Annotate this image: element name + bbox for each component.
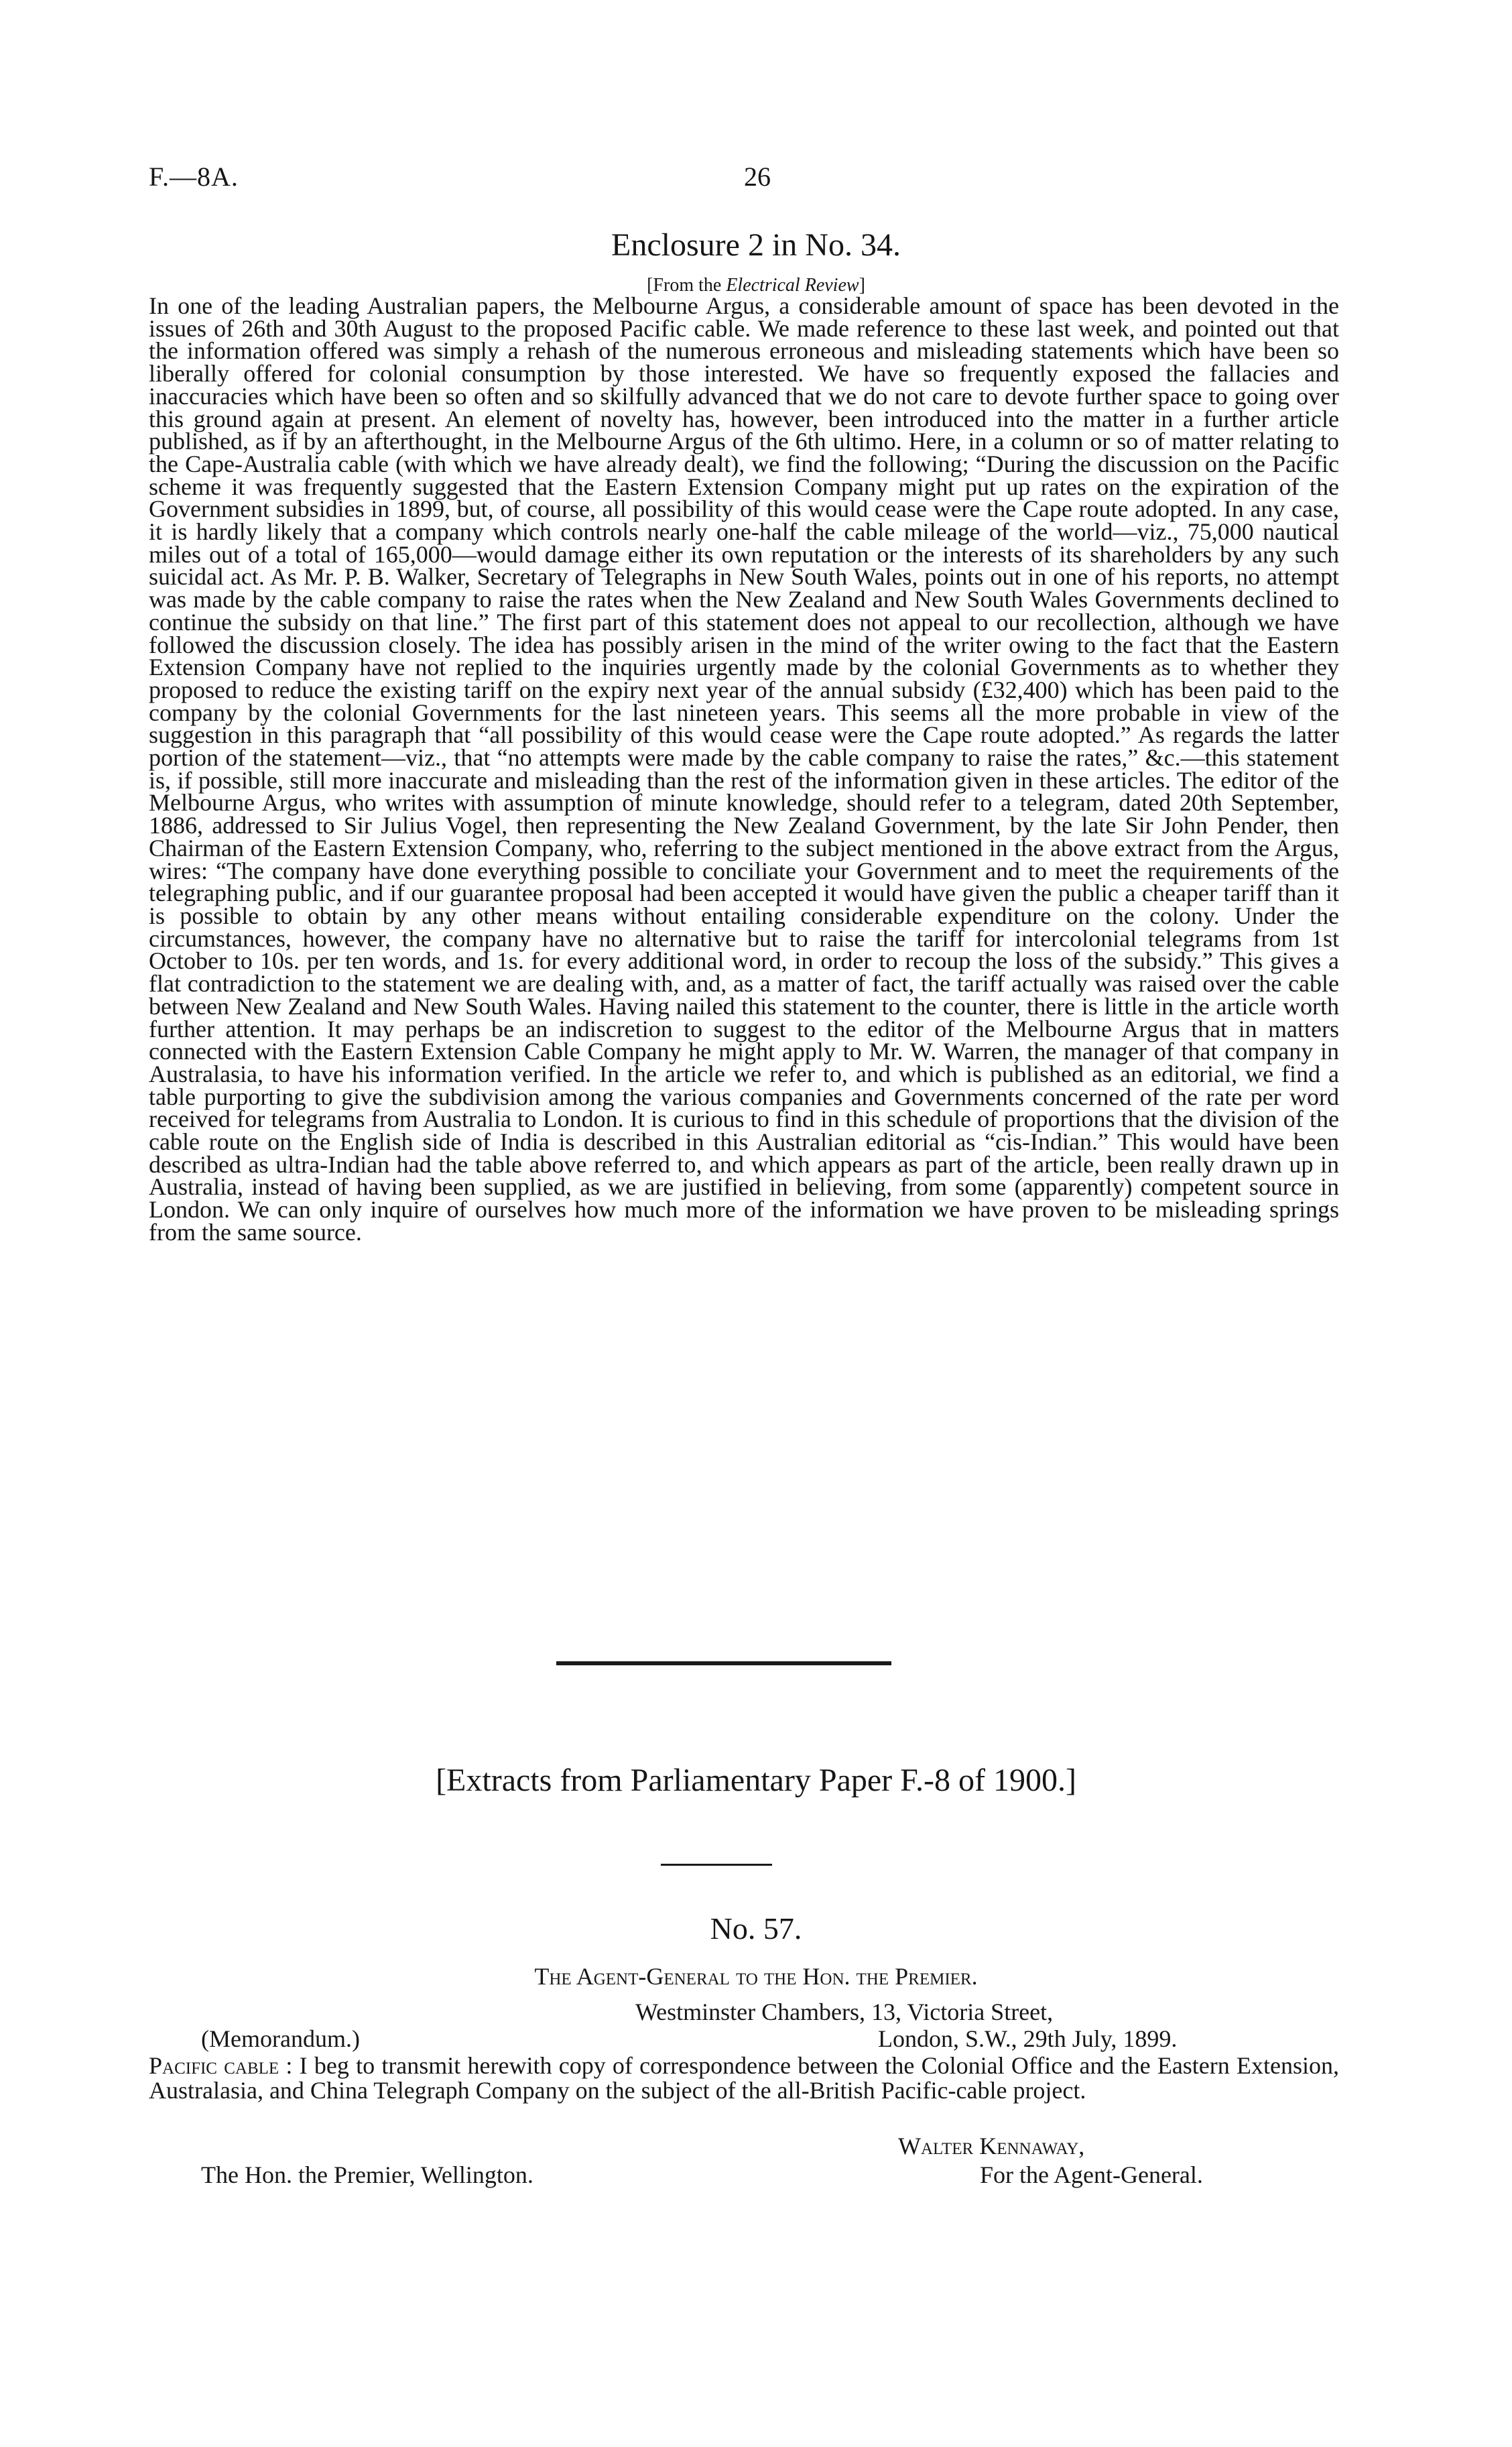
source-close: ] xyxy=(859,275,865,296)
addressee-line: The Agent-General to the Hon. the Premier. xyxy=(534,1963,978,1990)
title-underline xyxy=(661,1864,772,1866)
document-reference: F.—8A. xyxy=(149,162,239,192)
section-divider xyxy=(556,1661,891,1665)
address-line-1: Westminster Chambers, 13, Victoria Street, xyxy=(635,1998,1054,2025)
source-name: Electrical Review xyxy=(726,275,859,296)
signatory-role: For the Agent-General. xyxy=(980,2161,1203,2188)
subject-label: Pacific cable : xyxy=(149,2052,293,2079)
recipient-line: The Hon. the Premier, Wellington. xyxy=(201,2161,533,2188)
enclosure-body xyxy=(149,292,1339,1246)
enclosure-body-text: In one of the leading Australian papers, the Melbourne Argus, a considerable amount of space has been devoted in the issues of 26th and 30th August to the proposed Pacific cable. We made reference to these last week, and pointed out that the information offered was simply a rehash of the numerous erroneous and misleading statements which have been so liberally offered for colonial consumption by those interested. We have so frequently exposed the fallacies and inaccuracies which have been so often and so skilfully advanced that we do not care to devote further space to going over this ground again at present. An element of novelty has, however, been introduced into the matter in a further article published, as if by an afterthought, in the Melbourne Argus of the 6th ultimo. Here, in a column or so of matter relating to the Cape-Australia cable (with which we have already dealt), we find the following; “During the discussion on the Pacific scheme it was frequently suggested that the Eastern Extension Company might put up rates on the expiration of the Government subsidies in 1899, but, of course, all possibility of this would cease were the Cape route adopted. In any case, it is hardly likely that a company which controls nearly one-half the cable mileage of the world—viz., 75,000 nautical miles out of a total of 165,000—would damage either its own reputation or the interests of its shareholders by any such suicidal act. As Mr. P. B. Walker, Secretary of Telegraphs in New South Wales, points out in one of his reports, no attempt was made by the cable company to raise the rates when the New Zealand and New South Wales Governments declined to continue the subsidy on that line.” The first part of this statement does not appeal to our recollection, although we have followed the discussion closely. The idea has possibly arisen in the mind of the writer owing to the fact that the Eastern Extension Company have not replied to the inquiries urgently made by the colonial Governments as to whether they proposed to reduce the existing tariff on the expiry next year of the annual subsidy (£32,400) which has been paid to the company by the colonial Governments for the last nineteen years. This seems all the more probable in view of the suggestion in this paragraph that “all possibility of this would cease were the Cape route adopted.” As regards the latter portion of the statement—viz., that “no attempts were made by the cable company to raise the rates,” &c.—this statement is, if possible, still more inaccurate and misleading than the rest of the information given in these articles. The editor of the Melbourne Argus, who writes with assumption of minute knowledge, should refer to a telegram, dated 20th September, 1886, addressed to Sir Julius Vogel, then representing the New Zealand Government, by the late Sir John Pender, then Chairman of the Eastern Extension Company, who, referring to the subject mentioned in the above extract from the Argus, wires: “The company have done everything possible to conciliate your Government and to meet the requirements of the telegraphing public, and if our guarantee proposal had been accepted it would have given the public a cheaper tariff than it is possible to obtain by any other means without entailing considerable expenditure on the colony. Under the circumstances, however, the company have no alternative but to raise the tariff for intercolonial telegrams from 1st October to 10s. per ten words, and 1s. for every additional word, in order to recoup the loss of the subsidy.” This gives a flat contradiction to the statement we are dealing with, and, as a matter of fact, the tariff actually was raised over the cable between New Zealand and New South Wales. Having nailed this statement to the counter, there is little in the article worth further attention. It may perhaps be an indiscretion to suggest to the editor of the Melbourne Argus that in matters connected with the Eastern Extension Cable Company he might apply to Mr. W. Warren, the manager of that company in Australasia, to have his information verified. In the article we refer to, and which is published as an editorial, we find a table purporting to give the subdivision among the various companies and Governments concerned of the rate per word received for telegrams from Australia to London. It is curious to find in this schedule of proportions that the division of the cable route on the English side of India is described in this Australian editorial as “cis-Indian.” This would have been described as ultra-Indian had the table above referred to, and which appears as part of the article, been really drawn up in Australia, instead of having been supplied, as we are justified in believing, from some (apparently) competent source in London. We can only inquire of ourselves how much more of the information we have proven to be misleading springs from the same source. xyxy=(149,292,1339,1246)
address-line-2: London, S.W., 29th July, 1899. xyxy=(878,2025,1178,2052)
enclosure-title: Enclosure 2 in No. 34. xyxy=(611,227,901,263)
signatory-name: Walter Kennaway, xyxy=(898,2133,1085,2159)
memorandum-body xyxy=(149,2053,1339,2103)
source-open: [From the xyxy=(647,275,727,296)
page-number: 26 xyxy=(744,162,771,192)
subject-text: I beg to transmit herewith copy of correspondence between the Colonial Office and the Eastern Extension, Australasia, and China Telegraph Company on the subject of the all-British Pacific-cable project. xyxy=(149,2052,1339,2104)
document-number: No. 57. xyxy=(710,1911,802,1946)
memorandum-label: (Memorandum.) xyxy=(201,2025,360,2052)
extracts-title: [Extracts from Parliamentary Paper F.-8 of 1900.] xyxy=(436,1763,1076,1798)
